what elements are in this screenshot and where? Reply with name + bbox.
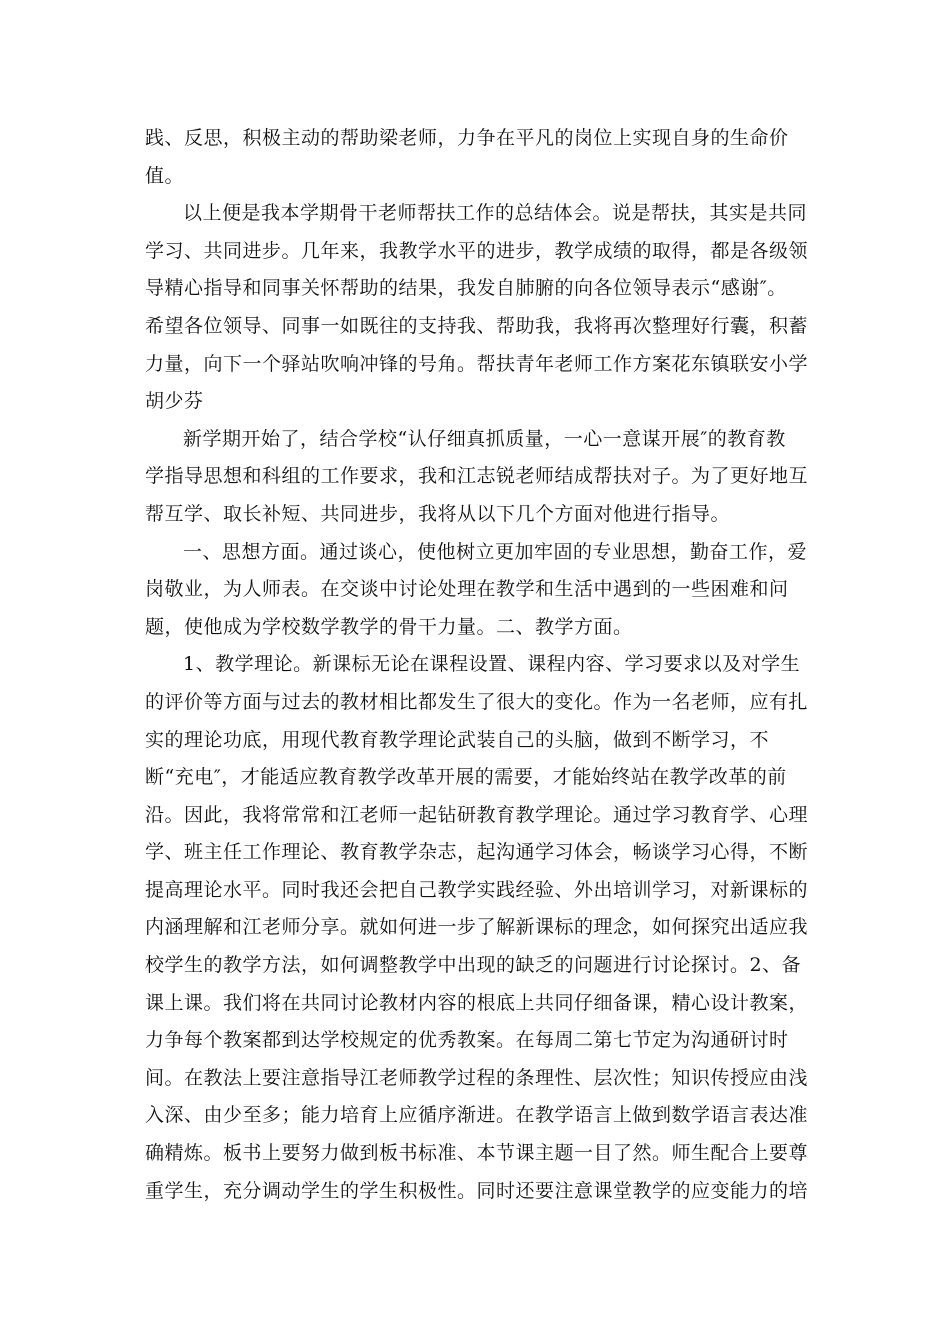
text-line: 导精心指导和同事关怀帮助的结果，我发自肺腑的向各位领导表示“感谢″。 [145,277,787,300]
text-line: 学习、共同进步。几年来，我教学水平的进步，教学成绩的取得，都是各级领 [145,239,809,262]
text-line: 值。 [145,164,185,187]
text-line: 学、班主任工作理论、教育教学杂志，起沟通学习体会，畅谈学习心得，不断 [145,841,809,864]
text-line: 提高理论水平。同时我还会把自己教学实践经验、外出培训学习，对新课标的 [145,878,809,901]
text-line: 以上便是我本学期骨干老师帮扶工作的总结体会。说是帮扶，其实是共同 [183,202,808,225]
text-line: 一、思想方面。通过谈心，使他树立更加牢固的专业思想，勤奋工作，爱 [183,540,808,563]
text-line: 希望各位领导、同事一如既往的支持我、帮助我，我将再次整理好行囊，积蓄 [145,314,809,337]
document-page [145,123,809,1213]
text-line: 间。在教法上要注意指导江老师教学过程的条理性、层次性；知识传授应由浅 [145,1066,809,1089]
text-line: 实的理论功底，用现代教育教学理论武装自己的头脑，做到不断学习，不 [145,728,770,751]
text-line: 校学生的教学方法，如何调整教学中出现的缺乏的问题进行讨论探讨。2、备 [145,954,802,977]
text-line: 入深、由少至多；能力培育上应循序渐进。在教学语言上做到数学语言表达准 [145,1104,809,1127]
text-line: 力量，向下一个驿站吹响冲锋的号角。帮扶青年老师工作方案花东镇联安小学 [145,352,809,375]
text-line: 内涵理解和江老师分享。就如何进一步了解新课标的理念，如何探究出适应我 [145,916,809,939]
text-line: 重学生，充分调动学生的学生积极性。同时还要注意课堂教学的应变能力的培 [145,1179,809,1202]
text-line: 题，使他成为学校数学教学的骨干力量。二、教学方面。 [145,615,633,638]
text-line: 1、教学理论。新课标无论在课程设置、课程内容、学习要求以及对学生 [183,653,801,676]
text-line: 践、反思，积极主动的帮助梁老师，力争在平凡的岗位上实现自身的生命价 [145,127,789,149]
text-line: 力争每个教案都到达学校规定的优秀教案。在每周二第七节定为沟通研讨时 [145,1029,789,1052]
text-line: 断“充电″，才能适应教育教学改革开展的需要，才能始终站在教学改革的前 [145,766,787,789]
text-line: 帮互学、取长补短、共同进步，我将从以下几个方面对他进行指导。 [145,502,731,525]
text-line: 新学期开始了，结合学校“认仔细真抓质量，一心一意谋开展″的教育教 [183,427,786,450]
text-line: 课上课。我们将在共同讨论教材内容的根底上共同仔细备课，精心设计教案， [145,991,809,1014]
text-line: 胡少芬 [145,390,204,413]
text-line: 确精炼。板书上要努力做到板书标准、本节课主题一目了然。师生配合上要尊 [145,1142,809,1165]
text-line: 沿。因此，我将常常和江老师一起钻研教育教学理论。通过学习教育学、心理 [145,803,809,826]
text-line: 岗敬业，为人师表。在交谈中讨论处理在教学和生活中遇到的一些困难和问 [145,578,789,601]
text-line: 学指导思想和科组的工作要求，我和江志锐老师结成帮扶对子。为了更好地互 [145,465,809,488]
text-line: 的评价等方面与过去的教材相比都发生了很大的变化。作为一名老师，应有扎 [145,690,809,713]
